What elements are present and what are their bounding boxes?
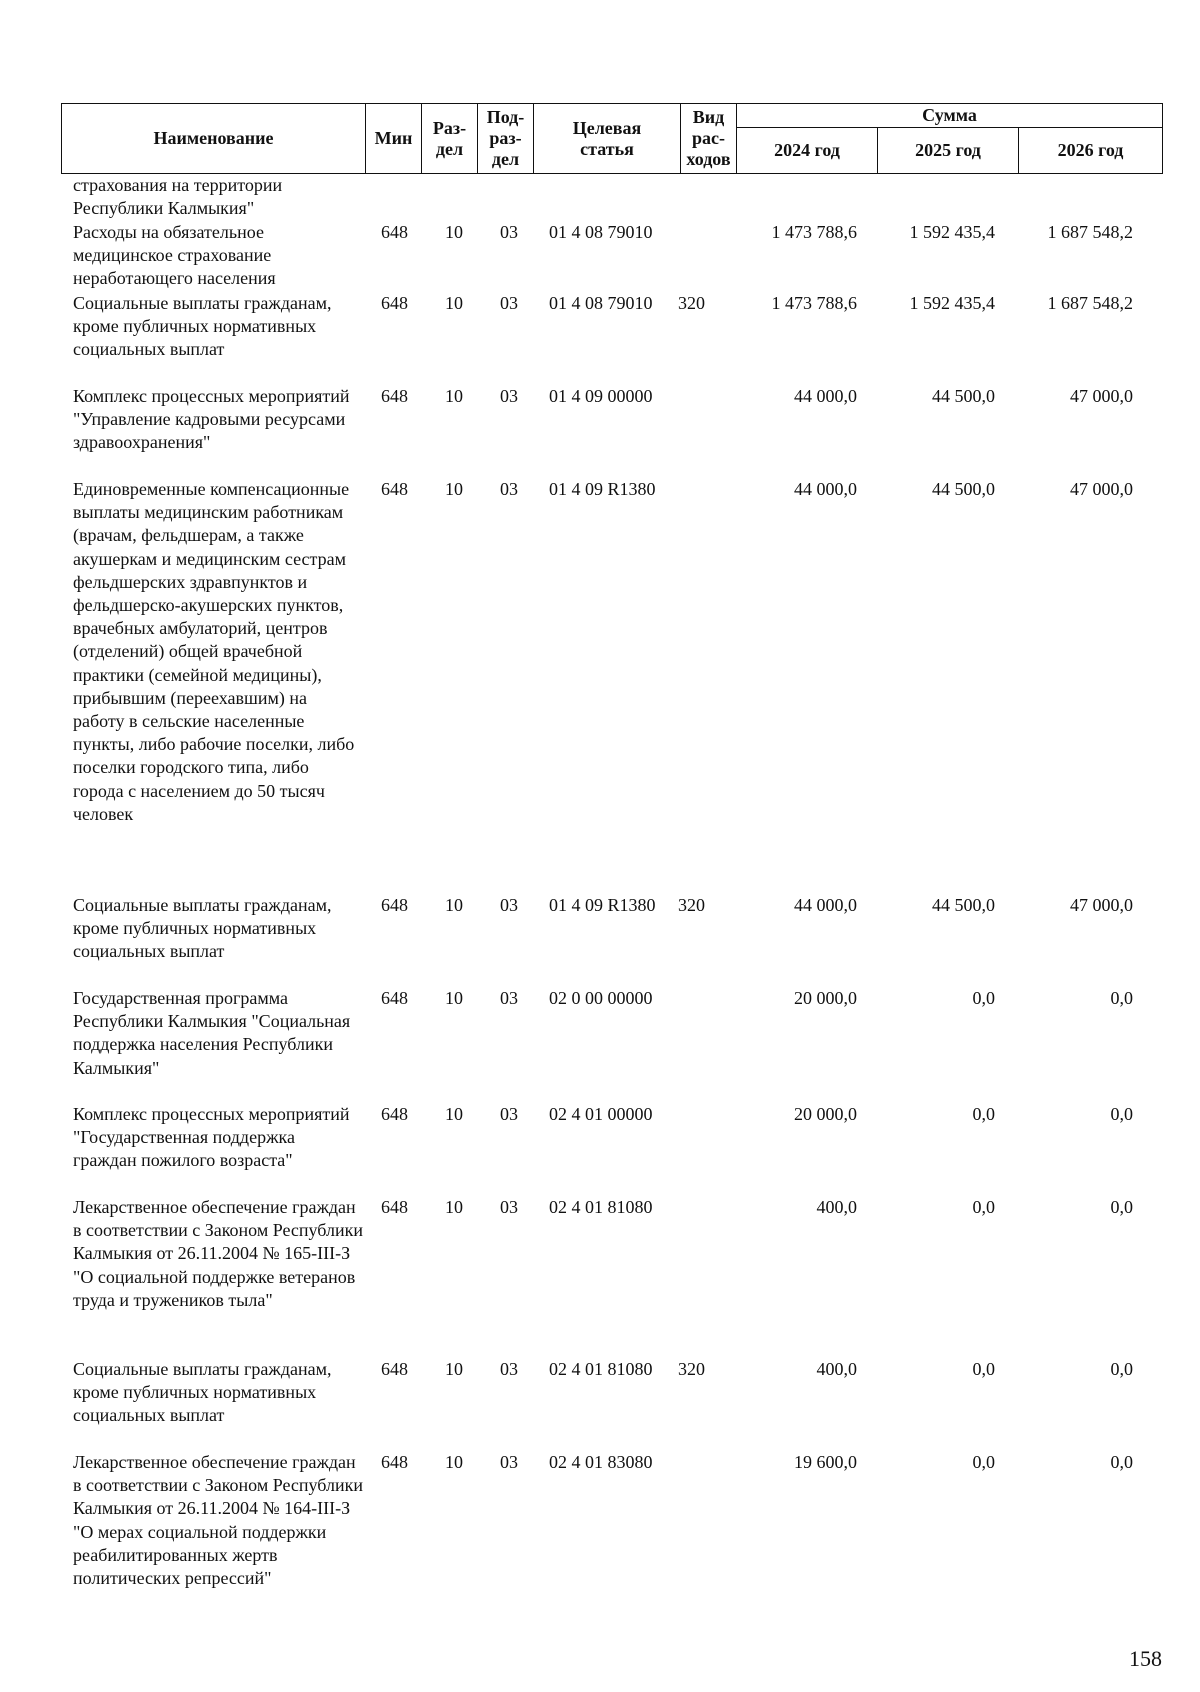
- row-value-2025: 44 500,0: [932, 479, 995, 499]
- row-name: Лекарственное обеспечение граждан в соответствии с Законом Республики Калмыкия от 26.11.2004 № 164-III-З "О мерах социальной поддержки реабилитированных жертв политических репрессий": [73, 1452, 364, 1589]
- row-min: 648: [381, 1452, 408, 1472]
- row-value-2025: 0,0: [972, 988, 995, 1008]
- row-value-2024: 1 473 788,6: [771, 293, 857, 313]
- header-summa-title: Сумма: [737, 104, 1162, 128]
- row-name: страхования на территории Республики Калмыкия": [73, 175, 283, 219]
- row-min: 648: [381, 1359, 408, 1379]
- row-value-2026: 47 000,0: [1070, 479, 1133, 499]
- row-value-2024: 400,0: [816, 1359, 857, 1379]
- row-value-2024: 400,0: [816, 1197, 857, 1217]
- row-podrazdel: 03: [500, 988, 518, 1008]
- row-celevaya-statya: 02 4 01 81080: [549, 1197, 653, 1217]
- header-year-2024: 2024 год: [737, 128, 878, 173]
- row-name: Лекарственное обеспечение граждан в соответствии с Законом Республики Калмыкия от 26.11.2004 № 165-III-З "О социальной поддержке ветеранов труда и тружеников тыла": [73, 1197, 364, 1310]
- row-value-2024: 44 000,0: [794, 386, 857, 406]
- row-celevaya-statya: 01 4 08 79010: [549, 222, 653, 242]
- row-podrazdel: 03: [500, 895, 518, 915]
- row-min: 648: [381, 988, 408, 1008]
- row-celevaya-statya: 02 4 01 00000: [549, 1104, 653, 1124]
- row-value-2025: 0,0: [972, 1359, 995, 1379]
- row-name: Расходы на обязательное медицинское страхование неработающего населения: [73, 222, 276, 289]
- row-value-2026: 0,0: [1110, 988, 1133, 1008]
- row-podrazdel: 03: [500, 1359, 518, 1379]
- row-min: 648: [381, 222, 408, 242]
- row-min: 648: [381, 1197, 408, 1217]
- row-podrazdel: 03: [500, 1197, 518, 1217]
- row-min: 648: [381, 1104, 408, 1124]
- row-celevaya-statya: 01 4 08 79010: [549, 293, 653, 313]
- row-razdel: 10: [445, 222, 463, 242]
- row-value-2024: 1 473 788,6: [771, 222, 857, 242]
- row-podrazdel: 03: [500, 1452, 518, 1472]
- row-name: Комплекс процессных мероприятий "Управление кадровыми ресурсами здравоохранения": [73, 386, 350, 453]
- row-value-2025: 0,0: [972, 1104, 995, 1124]
- header-vid-rashodov: Вид рас- ходов: [681, 104, 737, 173]
- row-celevaya-statya: 01 4 09 R1380: [549, 895, 656, 915]
- row-value-2025: 0,0: [972, 1197, 995, 1217]
- row-podrazdel: 03: [500, 1104, 518, 1124]
- row-value-2026: 47 000,0: [1070, 895, 1133, 915]
- row-value-2026: 0,0: [1110, 1452, 1133, 1472]
- row-celevaya-statya: 02 4 01 81080: [549, 1359, 653, 1379]
- row-celevaya-statya: 02 0 00 00000: [549, 988, 653, 1008]
- header-razdel: Раз- дел: [422, 104, 478, 173]
- row-value-2026: 0,0: [1110, 1104, 1133, 1124]
- row-min: 648: [381, 895, 408, 915]
- row-name: Социальные выплаты гражданам, кроме публичных нормативных социальных выплат: [73, 293, 332, 360]
- row-name: Единовременные компенсационные выплаты медицинским работникам (врачам, фельдшерам, а также акушеркам и медицинским сестрам фельдшерских здравпунктов и фельдшерско-акушерских пунктов, врачебных амбулаторий, центров (отделений) общей врачебной практики (семейной медицины), прибывшим (переехавшим) на работу в сельские населенные пункты, либо рабочие поселки, либо поселки городского типа, либо города с населением до 50 тысяч человек: [73, 479, 355, 824]
- row-vid-rashodov: 320: [678, 1359, 705, 1379]
- row-podrazdel: 03: [500, 293, 518, 313]
- row-razdel: 10: [445, 1359, 463, 1379]
- header-year-2026: 2026 год: [1057, 140, 1124, 160]
- row-razdel: 10: [445, 988, 463, 1008]
- row-min: 648: [381, 293, 408, 313]
- header-summa: [737, 104, 1162, 173]
- row-value-2025: 0,0: [972, 1452, 995, 1472]
- row-value-2025: 44 500,0: [932, 895, 995, 915]
- header-min: Мин: [366, 104, 422, 173]
- row-razdel: 10: [445, 386, 463, 406]
- row-value-2025: 1 592 435,4: [909, 293, 995, 313]
- row-podrazdel: 03: [500, 386, 518, 406]
- row-value-2026: 0,0: [1110, 1359, 1133, 1379]
- row-name: Социальные выплаты гражданам, кроме публичных нормативных социальных выплат: [73, 1359, 332, 1426]
- row-podrazdel: 03: [500, 479, 518, 499]
- row-value-2026: 1 687 548,2: [1047, 222, 1133, 242]
- row-razdel: 10: [445, 1197, 463, 1217]
- table-header: [61, 103, 1163, 174]
- row-value-2024: 44 000,0: [794, 479, 857, 499]
- row-razdel: 10: [445, 293, 463, 313]
- row-value-2024: 20 000,0: [794, 1104, 857, 1124]
- row-value-2025: 44 500,0: [932, 386, 995, 406]
- header-name: Наименование: [62, 104, 366, 173]
- row-razdel: 10: [445, 1104, 463, 1124]
- header-celevaya-statya: Целевая статья: [534, 104, 681, 173]
- row-podrazdel: 03: [500, 222, 518, 242]
- row-razdel: 10: [445, 479, 463, 499]
- row-vid-rashodov: 320: [678, 895, 705, 915]
- header-year-2025: 2025 год: [878, 128, 1019, 173]
- row-min: 648: [381, 479, 408, 499]
- row-value-2024: 20 000,0: [794, 988, 857, 1008]
- row-min: 648: [381, 386, 408, 406]
- row-value-2025: 1 592 435,4: [909, 222, 995, 242]
- row-name: Комплекс процессных мероприятий "Государственная поддержка граждан пожилого возраста": [73, 1104, 350, 1171]
- row-celevaya-statya: 02 4 01 83080: [549, 1452, 653, 1472]
- row-razdel: 10: [445, 1452, 463, 1472]
- page-number: 158: [1129, 1646, 1162, 1671]
- row-vid-rashodov: 320: [678, 293, 705, 313]
- row-value-2026: 1 687 548,2: [1047, 293, 1133, 313]
- row-value-2026: 0,0: [1110, 1197, 1133, 1217]
- row-value-2024: 44 000,0: [794, 895, 857, 915]
- row-celevaya-statya: 01 4 09 R1380: [549, 479, 656, 499]
- row-celevaya-statya: 01 4 09 00000: [549, 386, 653, 406]
- row-value-2026: 47 000,0: [1070, 386, 1133, 406]
- row-name: Государственная программа Республики Калмыкия "Социальная поддержка населения Республики Калмыкия": [73, 988, 351, 1078]
- header-podrazdel: Под- раз- дел: [478, 104, 534, 173]
- row-value-2024: 19 600,0: [794, 1452, 857, 1472]
- row-name: Социальные выплаты гражданам, кроме публичных нормативных социальных выплат: [73, 895, 332, 962]
- row-razdel: 10: [445, 895, 463, 915]
